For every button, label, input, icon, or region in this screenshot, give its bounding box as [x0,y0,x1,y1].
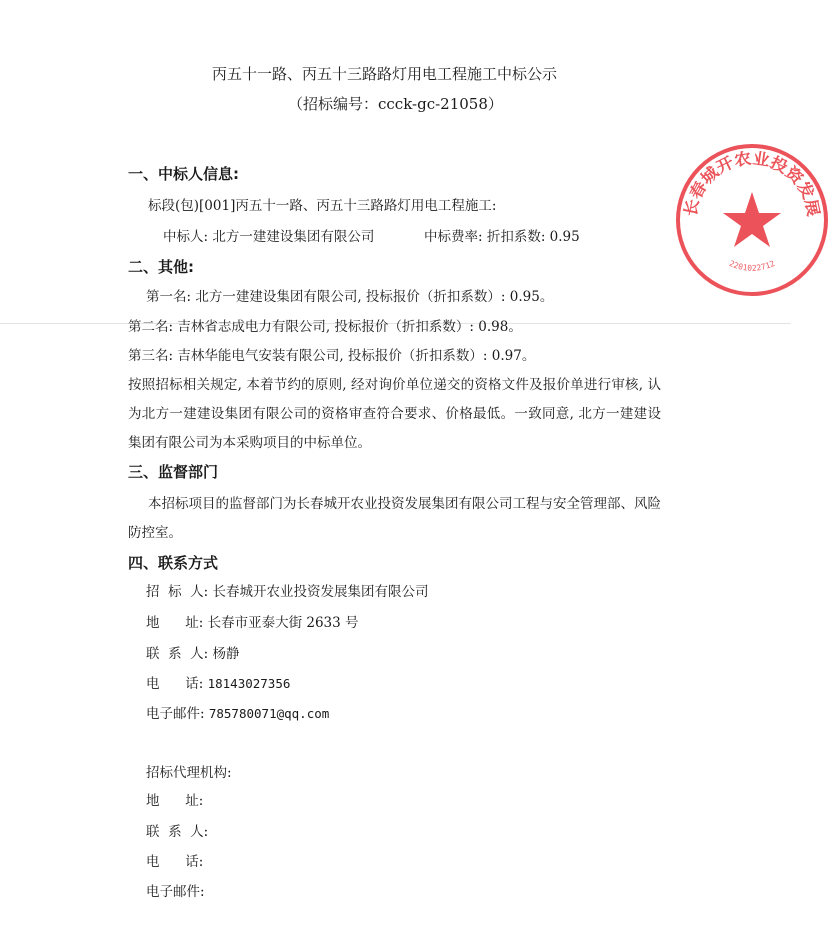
bid-number: （招标编号：ccck-gc-21058） [288,95,503,113]
agency-address-line: 地 址: [146,793,204,809]
company-seal [672,140,832,300]
address-line: 地 址: 长春市亚泰大街 2633 号 [146,615,359,631]
rate-line: 中标费率: 折扣系数: 0.95 [424,229,580,245]
agency-line: 招标代理机构: [146,765,232,781]
rank-1-line: 第一名: 北方一建建设集团有限公司, 投标报价（折扣系数）: 0.95。 [146,289,554,305]
seal-number: 2201022712 [727,258,777,273]
email-value: 785780071@qq.com [208,706,330,721]
phone-line [146,674,290,694]
rank-2-line: 第二名: 吉林省志成电力有限公司, 投标报价（折扣系数）: 0.98。 [128,319,522,335]
package-line: 标段(包)[001]丙五十一路、丙五十三路路灯用电工程施工: [148,198,497,214]
review-paragraph: 按照招标相关规定, 本着节约的原则, 经对询价单位递交的资格文件及报价单进行审核, 认为北方一建建设集团有限公司的资格审查符合要求、价格最低。一致同意, 北方一建建设集团有限公司为本采购项目的中标单位。 [128,377,661,451]
agency-email-line: 电子邮件: [146,884,205,900]
agency-phone-line: 电 话: [146,854,204,870]
phone-value: 18143027356 [207,676,291,691]
section-1-heading: 一、中标人信息: [128,165,239,183]
tenderer-line: 招 标 人: 长春城开农业投资发展集团有限公司 [146,584,429,600]
section-4-heading: 四、联系方式 [128,554,219,572]
seal-arc-text: 长春城开农业投资发展 [680,148,824,218]
document-title: 丙五十一路、丙五十三路路灯用电工程施工中标公示 [212,65,558,83]
rank-3-line: 第三名: 吉林华能电气安装有限公司, 投标报价（折扣系数）: 0.97。 [128,348,536,364]
seal-star-icon [723,192,781,247]
phone-label: 电 话: [146,676,204,692]
winner-line: 中标人: 北方一建建设集团有限公司 [163,229,375,245]
contact-line: 联 系 人: 杨静 [146,646,240,662]
email-line [146,704,329,724]
section-2-heading: 二、其他: [128,258,194,276]
supervision-paragraph: 本招标项目的监督部门为长春城开农业投资发展集团有限公司工程与安全管理部、风险防控室。 [128,496,661,541]
email-label: 电子邮件: [146,706,205,722]
section-3-heading: 三、监督部门 [128,463,219,481]
agency-contact-line: 联 系 人: [146,824,209,840]
